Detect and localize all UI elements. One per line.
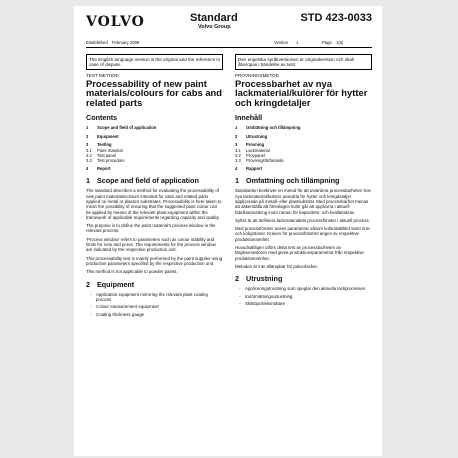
toc-item: 3.3 Test procedure <box>86 157 125 163</box>
list-item: - Kulörmätningsutrustning <box>239 293 293 299</box>
toc-item: 3 Testing <box>86 142 112 148</box>
document-page <box>74 6 382 456</box>
method-label-sv: PROVNINGSMETOD <box>235 73 280 78</box>
list-item: - Colour measurement equipment <box>90 304 159 310</box>
page-header <box>86 12 372 34</box>
contents-heading-en: Contents <box>86 113 118 123</box>
toc-item: 2 Equipment <box>86 133 119 139</box>
method-label-en: TEST METHOD <box>86 73 119 78</box>
paragraph: Standarden beskriver en metod för att utvärdera processbarheten hos nya lackmaterial/kulörer avsedda för hytter och kringdetaljer applicerade på metall- eller plastsubstrat. Med processbarhet menas att säkerställa att föreslagen kulör går att applicera i aktuell fabriksutrustning inom ramen för kapacitets- och kvalitetskrav. <box>235 188 371 215</box>
paragraph: This method is not applicable to powder paints. <box>86 269 178 275</box>
toc-item: 3.3 Provningsförfarande <box>235 157 284 163</box>
toc-item: 3.2 Provpanel <box>235 152 265 158</box>
toc-item: 3.1 Lackmaterial <box>235 147 270 153</box>
toc-item: 3 Provning <box>235 142 265 148</box>
page-value: 1(5) <box>336 40 344 45</box>
list-item: - Appliceringutrustning som speglar den aktuella lackprocessen <box>239 286 366 292</box>
established-label: Established <box>86 40 108 45</box>
toc-item: 1 Omfattning och tillämpning <box>235 125 301 131</box>
list-item: - Skikttjockleksmätare <box>239 301 286 307</box>
swedish-column <box>235 54 372 309</box>
established-date: February 2008 <box>112 40 140 45</box>
paragraph: Metoden är inte tillämpbar för pulverlacker. <box>235 263 318 269</box>
toc-item: 3.2 Test panel <box>86 152 117 158</box>
list-item: - Application equipment mirroring the relevant plant coating process <box>90 291 208 302</box>
page-label: Page <box>322 40 332 45</box>
version-label: Version <box>274 40 288 45</box>
list-item: - Coating thickness gauge <box>90 311 145 317</box>
document-title-en: Processability of new paint materials/colours for cabs and related parts <box>86 78 222 108</box>
equipment-list-sv <box>235 286 372 306</box>
toc-item: 2 Utrustning <box>235 133 268 139</box>
standard-number: STD 423-0033 <box>300 12 372 24</box>
toc-item: 1 Scope and field of application <box>86 125 157 131</box>
section-2-heading-sv: 2 Utrustning <box>235 274 283 284</box>
toc-sv <box>235 125 372 171</box>
contents-heading-sv: Innehåll <box>235 113 263 123</box>
language-note-en: The English language version is the original and the reference in case of dispute. <box>86 54 223 70</box>
paragraph: Med processfönster avses parametrar såsom kulörstabilitet samt rinn- och kokgränser. Kraven för processfönstret anges av respektive produktionsenhet. <box>235 226 371 242</box>
toc-en <box>86 125 223 171</box>
paragraph: The purpose is to define the paint material's process window in the relevant process. <box>86 223 216 234</box>
section-2-heading-en: 2 Equipment <box>86 279 135 289</box>
paragraph: Syftet är att definiera lackmaterialets processfönster i aktuell process. <box>235 217 370 223</box>
toc-item: 3.1 Paint material <box>86 147 123 153</box>
section-1-heading-en: 1 Scope and field of application <box>86 176 199 186</box>
paragraph: Huvudsakligen utförs detta test av processbarheten av färgleverantören med givna produktionsparametrar från respektive produktionsenhet. <box>235 245 364 261</box>
section-1-heading-sv: 1 Omfattning och tillämpning <box>235 176 340 186</box>
language-note-sv: Den engelska språkversionen är originalversion och skall åberopas i händelse av tvist. <box>235 54 372 70</box>
equipment-list-en <box>86 292 223 318</box>
paragraph: The standard describes a method for evaluating the processability of new paint materials/colours intended for cabs and related parts applied on metal or plastics substrates. Processability is here taken to mean the possibility of ensuring that the suggested paint colour can be applied by means of the relevant plant equipment within the framework of applicable requirements regarding capacity and quality. <box>86 188 222 220</box>
toc-item: 4 Report <box>86 166 111 172</box>
group-label: Volvo Group <box>198 24 231 30</box>
header-divider <box>86 47 372 48</box>
paragraph: 'Process window' refers to parameters such as colour stability and limits for runs and pores. The requirements for the process window are indicated by the respective production unit. <box>86 236 216 253</box>
volvo-logo: VOLVO <box>86 14 145 30</box>
version-value: 1 <box>296 40 299 45</box>
toc-item: 4 Rapport <box>235 166 263 172</box>
paragraph: This processability test is mainly performed by the paint supplier using production parameters specified by the respective production unit. <box>86 255 223 266</box>
standard-label: Standard <box>190 12 238 24</box>
document-title-sv: Processbarhet av nya lackmaterial/kulörer för hytter och kringdetaljer <box>235 78 368 108</box>
english-column <box>86 54 223 319</box>
